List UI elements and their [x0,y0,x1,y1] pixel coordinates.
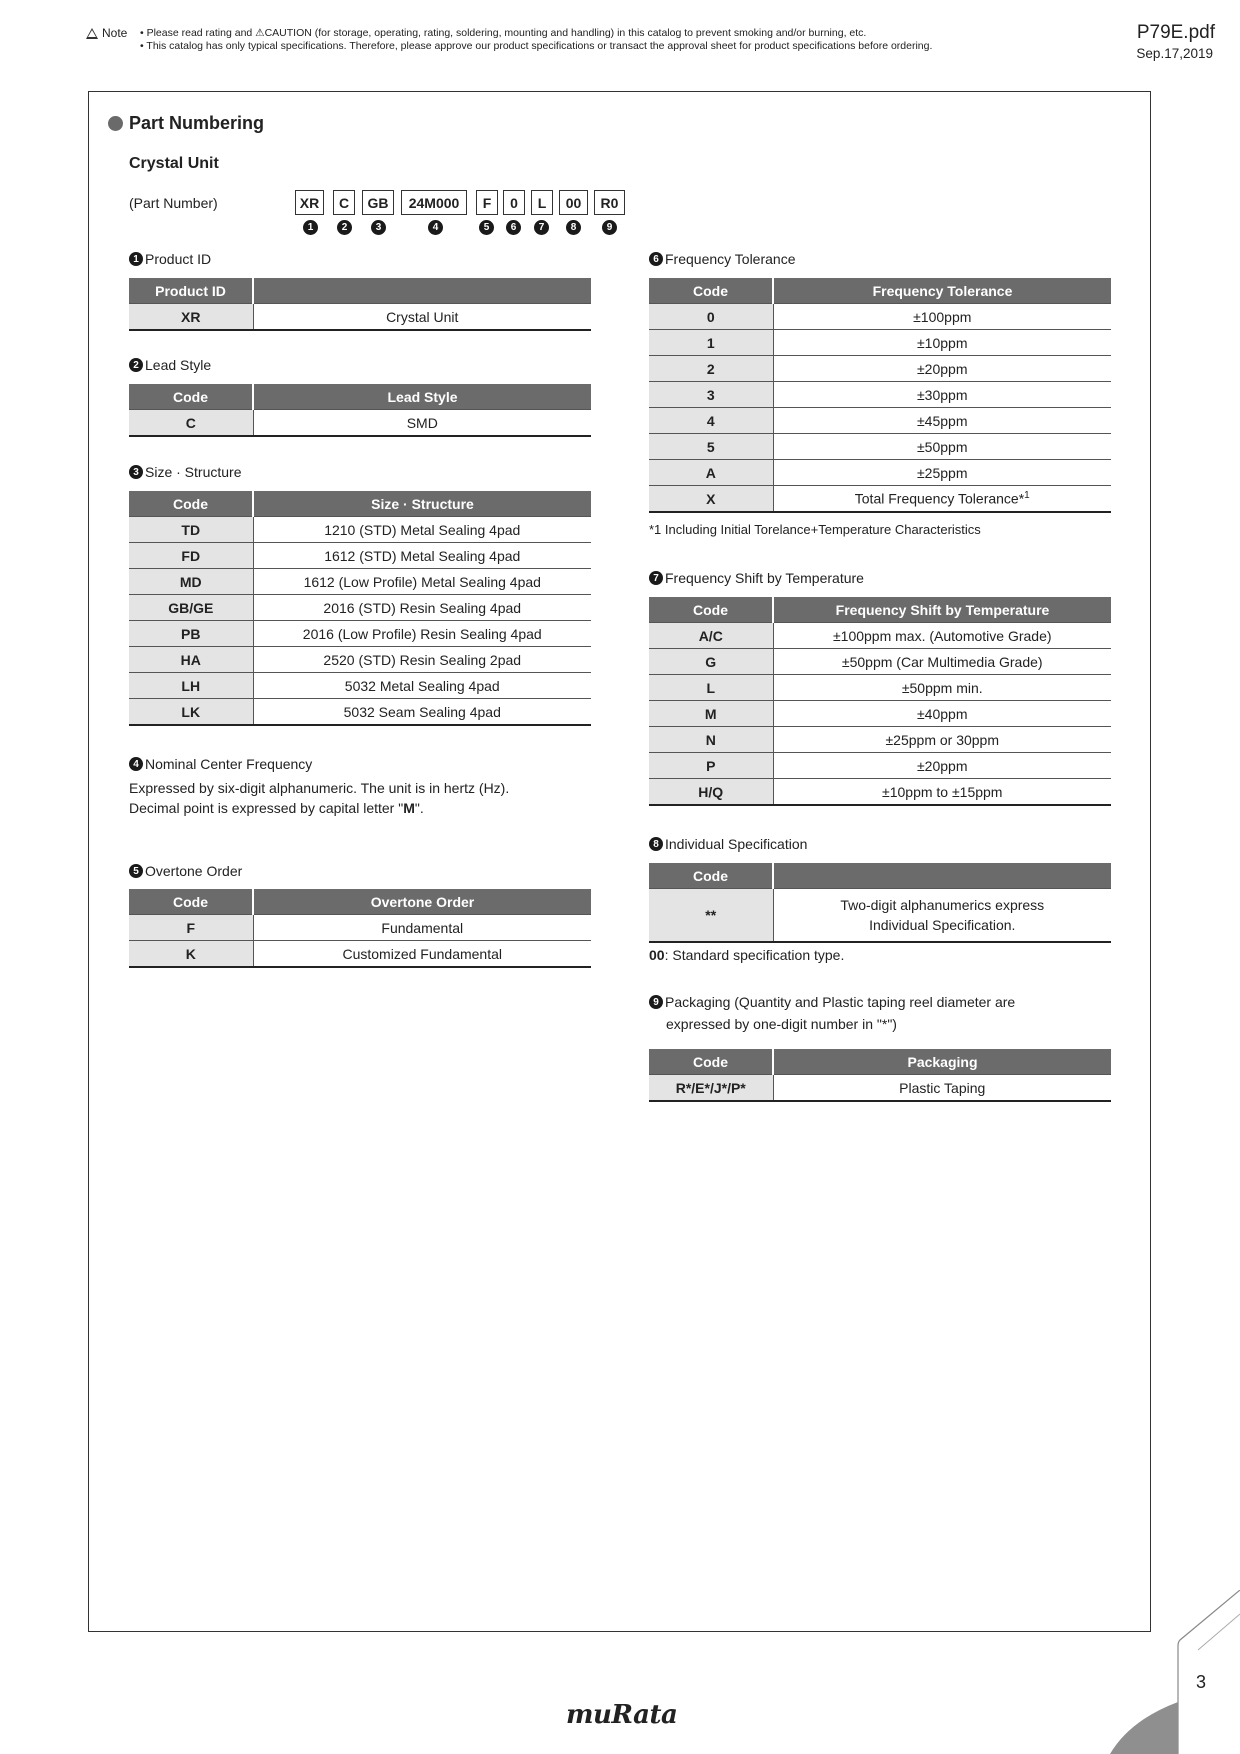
frequency-shift-table [649,597,1111,806]
table-row [129,941,591,968]
code-cell: 2 [649,356,773,382]
code-cell: MD [129,569,253,595]
pn-number-7: 7 [534,220,549,235]
warning-icon [86,28,98,39]
table-row [129,595,591,621]
description-line-1: Expressed by six-digit alphanumeric. The unit is in hertz (Hz). [129,780,510,796]
value-line-1: Two-digit alphanumerics express [840,897,1045,913]
code-cell: 4 [649,408,773,434]
pn-box-8: 00 [559,190,588,215]
value-cell: ±25ppm [773,460,1111,486]
number-badge: 8 [649,837,663,851]
section-title-text: Part Numbering [129,113,265,133]
heading-text: Frequency Shift by Temperature [665,570,864,586]
overtone-order-table [129,889,591,968]
pn-number-2: 2 [337,220,352,235]
code-cell: X [649,486,773,513]
code-cell: GB/GE [129,595,253,621]
value-cell: ±30ppm [773,382,1111,408]
value-cell: ±25ppm or 30ppm [773,727,1111,753]
code-cell: A [649,460,773,486]
value-cell: Plastic Taping [773,1075,1111,1102]
code-cell: LK [129,699,253,726]
value-cell [773,486,1111,513]
heading-text: Individual Specification [665,836,808,852]
value-cell: ±50ppm [773,434,1111,460]
code-cell: P [649,753,773,779]
table-row [649,408,1111,434]
individual-spec-heading [649,836,807,852]
number-badge: 7 [649,571,663,585]
column-header: Code [649,597,773,623]
note-line-2: • This catalog has only typical specifications. Therefore, please approve our product specifications or transact the approval sheet for product specifications before ordering. [140,40,933,52]
column-header: Code [649,863,773,889]
table-row [649,623,1111,649]
code-cell: G [649,649,773,675]
table-row [129,410,591,437]
table-row [129,621,591,647]
column-header: Size · Structure [253,491,591,517]
pn-box-1: XR [295,190,324,215]
value-cell: 1612 (STD) Metal Sealing 4pad [253,543,591,569]
pn-box-9: R0 [594,190,625,215]
table-row [649,701,1111,727]
pn-number-5: 5 [479,220,494,235]
value-cell: ±45ppm [773,408,1111,434]
pn-number-4: 4 [428,220,443,235]
heading-text: Lead Style [145,357,212,373]
code-cell: H/Q [649,779,773,806]
text-part: ". [414,800,424,816]
size-structure-heading [129,464,241,480]
value-cell: Customized Fundamental [253,941,591,968]
bold-code: 00 [649,947,665,963]
code-cell: 0 [649,304,773,330]
column-header: Lead Style [253,384,591,410]
pn-number-1: 1 [303,220,318,235]
code-cell: ** [649,889,773,943]
number-badge: 9 [649,995,663,1009]
code-cell: C [129,410,253,437]
heading-text: Frequency Tolerance [665,251,796,267]
value-cell: 5032 Metal Sealing 4pad [253,673,591,699]
code-cell: LH [129,673,253,699]
column-header: Overtone Order [253,889,591,915]
code-cell: TD [129,517,253,543]
value-cell: 1210 (STD) Metal Sealing 4pad [253,517,591,543]
code-cell: 5 [649,434,773,460]
frequency-tolerance-heading [649,251,795,267]
value-cell: ±50ppm (Car Multimedia Grade) [773,649,1111,675]
pn-box-5: F [476,190,498,215]
value-cell: ±10ppm [773,330,1111,356]
value-line-2: Individual Specification. [869,917,1016,933]
section-title [108,113,264,134]
table-row [129,915,591,941]
nominal-frequency-heading [129,756,312,772]
page-number: 3 [1196,1672,1207,1692]
note-line-1: • Please read rating and ⚠CAUTION (for storage, operating, rating, soldering, mounting and handling) in this catalog to prevent smoking and/or burning, etc. [140,27,867,39]
packaging-table [649,1049,1111,1102]
table-row [649,486,1111,513]
code-cell: 3 [649,382,773,408]
value-cell: ±20ppm [773,753,1111,779]
value-cell: ±100ppm max. (Automotive Grade) [773,623,1111,649]
table-row [649,889,1111,943]
document-id: P79E.pdf [1136,22,1215,43]
table-row [649,382,1111,408]
value-cell: 5032 Seam Sealing 4pad [253,699,591,726]
value-cell: 1612 (Low Profile) Metal Sealing 4pad [253,569,591,595]
column-header [253,278,591,304]
page-curl-graphic [1110,1590,1240,1754]
heading-text: Size · Structure [145,464,242,480]
column-header: Frequency Tolerance [773,278,1111,304]
value-cell: ±100ppm [773,304,1111,330]
column-header: Code [649,1049,773,1075]
value-cell: 2016 (STD) Resin Sealing 4pad [253,595,591,621]
table-row [649,356,1111,382]
product-id-heading [129,251,211,267]
table-row [649,753,1111,779]
value-cell: Fundamental [253,915,591,941]
column-header: Code [129,491,253,517]
table-row [649,675,1111,701]
table-row [129,647,591,673]
table-row [649,330,1111,356]
table-row [649,727,1111,753]
table-row [649,779,1111,806]
lead-style-table [129,384,591,437]
table-row [129,673,591,699]
overtone-order-heading [129,863,242,879]
number-badge: 6 [649,252,663,266]
code-cell: XR [129,304,253,331]
code-cell: F [129,915,253,941]
code-cell: M [649,701,773,727]
code-cell: 1 [649,330,773,356]
footnote-mark: 1 [1024,490,1030,502]
code-cell: FD [129,543,253,569]
value-text: Total Frequency Tolerance* [854,490,1025,507]
pn-box-3: GB [362,190,394,215]
value-cell: SMD [253,410,591,437]
table-row [129,517,591,543]
table-row [649,460,1111,486]
pn-box-4: 24M000 [401,190,467,215]
code-cell: N [649,727,773,753]
table-row [129,569,591,595]
individual-spec-table [649,863,1111,943]
nominal-frequency-description [129,778,509,818]
text-part: Decimal point is expressed by capital letter " [129,800,404,816]
individual-spec-note [649,945,844,965]
note-label [86,26,127,40]
pn-box-2: C [333,190,355,215]
code-cell: PB [129,621,253,647]
frequency-tolerance-table [649,278,1111,513]
heading-text-line-1: Packaging (Quantity and Plastic taping reel diameter are [665,994,1016,1010]
column-header: Product ID [129,278,253,304]
value-cell: ±10ppm to ±15ppm [773,779,1111,806]
code-cell: K [129,941,253,968]
pn-number-3: 3 [371,220,386,235]
code-cell: L [649,675,773,701]
product-id-table [129,278,591,331]
value-cell: ±20ppm [773,356,1111,382]
heading-text: Nominal Center Frequency [145,756,313,772]
value-cell: 2016 (Low Profile) Resin Sealing 4pad [253,621,591,647]
number-badge: 5 [129,864,143,878]
column-header [773,863,1111,889]
number-badge: 2 [129,358,143,372]
number-badge: 1 [129,252,143,266]
column-header: Code [649,278,773,304]
number-badge: 4 [129,757,143,771]
pn-box-7: L [531,190,553,215]
note-label-text: Note [102,26,128,40]
description-line-2 [129,798,509,818]
column-header: Code [129,384,253,410]
heading-text: Overtone Order [145,863,243,879]
column-header: Packaging [773,1049,1111,1075]
value-cell: Crystal Unit [253,304,591,331]
table-row [649,649,1111,675]
subtitle: Crystal Unit [129,155,219,172]
size-structure-table [129,491,591,726]
pn-number-6: 6 [506,220,521,235]
document-date: Sep.17,2019 [1136,46,1213,61]
note-text: : Standard specification type. [664,947,845,963]
bullet-icon [108,116,123,131]
value-cell: ±40ppm [773,701,1111,727]
code-cell: HA [129,647,253,673]
code-cell: R*/E*/J*/P* [649,1075,773,1102]
table-row [649,304,1111,330]
pn-number-9: 9 [602,220,617,235]
part-number-label: (Part Number) [129,195,218,211]
bold-letter: M [403,800,415,816]
code-cell: A/C [649,623,773,649]
table-row [129,543,591,569]
frequency-shift-heading [649,570,864,586]
pn-box-6: 0 [503,190,525,215]
lead-style-heading [129,357,211,373]
value-cell [773,889,1111,943]
value-cell: 2520 (STD) Resin Sealing 2pad [253,647,591,673]
heading-text: Product ID [145,251,212,267]
packaging-heading-line-2: expressed by one-digit number in "*") [666,1016,897,1032]
number-badge: 3 [129,465,143,479]
tolerance-footnote: *1 Including Initial Torelance+Temperature Characteristics [649,522,981,537]
pn-number-8: 8 [566,220,581,235]
murata-logo: muRata [566,1700,678,1730]
column-header: Frequency Shift by Temperature [773,597,1111,623]
table-row [129,304,591,331]
table-row [649,434,1111,460]
value-cell: ±50ppm min. [773,675,1111,701]
packaging-heading [649,994,1015,1010]
column-header: Code [129,889,253,915]
table-row [129,699,591,726]
table-row [649,1075,1111,1102]
